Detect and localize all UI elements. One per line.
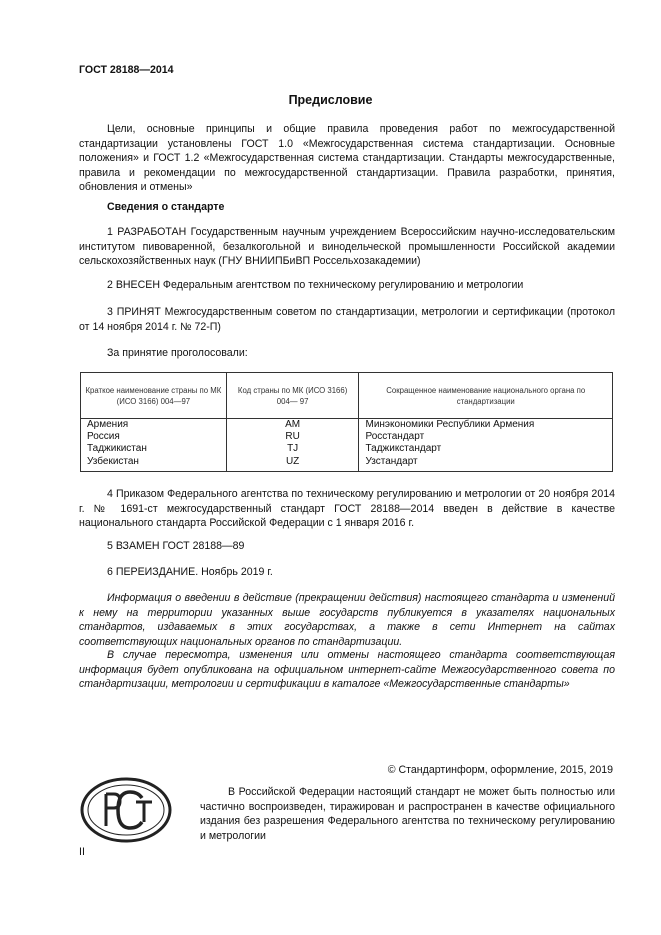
info-heading: Сведения о стандарте — [107, 201, 225, 213]
table-header-row — [81, 373, 613, 419]
item-2-submitted: 2 ВНЕСЕН Федеральным агентством по техническому регулированию и метрологии — [107, 279, 524, 291]
country-cell: Армения — [81, 419, 227, 432]
copyright-line: © Стандартинформ, оформление, 2015, 2019 — [387, 764, 613, 776]
item-5-replaces: 5 ВЗАМЕН ГОСТ 28188—89 — [107, 540, 245, 552]
item-4-order: 4 Приказом Федерального агентства по техническому регулированию и метрологии от 20 ноября 2014 г. № 1691-ст межгосударственный стандарт ГОСТ 28188—2014 введен в действие в качестве национального стандарта Российской Федерации с 1 января 2016 г. — [79, 488, 615, 530]
table-row — [81, 419, 613, 432]
item-3-adopted: 3 ПРИНЯТ Межгосударственным советом по стандартизации, метрологии и сертификации (протокол от 14 ноября 2014 г. № 72-П) — [79, 306, 615, 333]
page-title: Предисловие — [288, 93, 373, 107]
item-6-reissue: 6 ПЕРЕИЗДАНИЕ. Ноябрь 2019 г. — [107, 566, 273, 578]
code-cell: UZ — [226, 456, 359, 472]
item-1-developed: 1 РАЗРАБОТАН Государственным научным учреждением Всероссийским научно-исследовательским институтом пивоваренной, безалкогольной и винодельческой промышленности Российской академии сельскохозяйственных наук (ГНУ ВНИИПБиВП Россельхозакадемии) — [79, 226, 615, 268]
code-cell: TJ — [226, 443, 359, 455]
national-body-cell: Минэкономики Республики Армения — [359, 419, 613, 432]
country-cell: Россия — [81, 431, 227, 443]
intro-paragraph: Цели, основные принципы и общие правила проведения работ по межгосударственной стандартизации установлены ГОСТ 1.0 «Межгосударственная система стандартизации. Основные положения» и ГОСТ 1.2 «Межгосударственная система стандартизации. Стандарты межгосударственные, правила и рекомендации по межгосударственной стандартизации. Правила разработки, принятия, обновления и отмены» — [79, 123, 615, 194]
national-body-cell: Таджикстандарт — [359, 443, 613, 455]
table-row — [81, 456, 613, 472]
rights-notice: В Российской Федерации настоящий стандарт не может быть полностью или частично воспроизведен, тиражирован и распространен в качестве официального издания без разрешения Федерального агентства по техническому регулированию и метрологии — [200, 786, 615, 842]
column-header-country: Краткое наименование страны по МК (ИСО 3166) 004—97 — [81, 373, 227, 419]
notice-revision-info: В случае пересмотра, изменения или отмены настоящего стандарта соответствующая информация будет опубликована на официальном интернет-сайте Межгосударственного совета по стандартизации, метрологии и сертификации в каталоге «Межгосударственные стандарты» — [79, 649, 615, 691]
country-cell: Узбекистан — [81, 456, 227, 472]
national-body-cell: Узстандарт — [359, 456, 613, 472]
national-body-cell: Росстандарт — [359, 431, 613, 443]
country-cell: Таджикистан — [81, 443, 227, 455]
code-cell: RU — [226, 431, 359, 443]
notice-introduction-info: Информация о введении в действие (прекращении действия) настоящего стандарта и изменений к нему на территории указанных выше государств публикуется в указателях национальных стандартов, издаваемых в этих государствах, а также в сети Интернет на сайтах соответствующих национальных органов по стандартизации. — [79, 592, 615, 648]
page-number: II — [79, 846, 85, 858]
pct-certification-logo — [76, 774, 176, 846]
column-header-national-body: Сокращенное наименование национального органа по стандартизации — [359, 373, 613, 419]
table-row — [81, 431, 613, 443]
document-id-header: ГОСТ 28188—2014 — [79, 64, 174, 76]
table-row — [81, 443, 613, 455]
code-cell: AM — [226, 419, 359, 432]
column-header-code: Код страны по МК (ИСО 3166) 004— 97 — [226, 373, 359, 419]
voting-countries-table — [80, 372, 613, 472]
voted-label: За принятие проголосовали: — [107, 347, 248, 359]
